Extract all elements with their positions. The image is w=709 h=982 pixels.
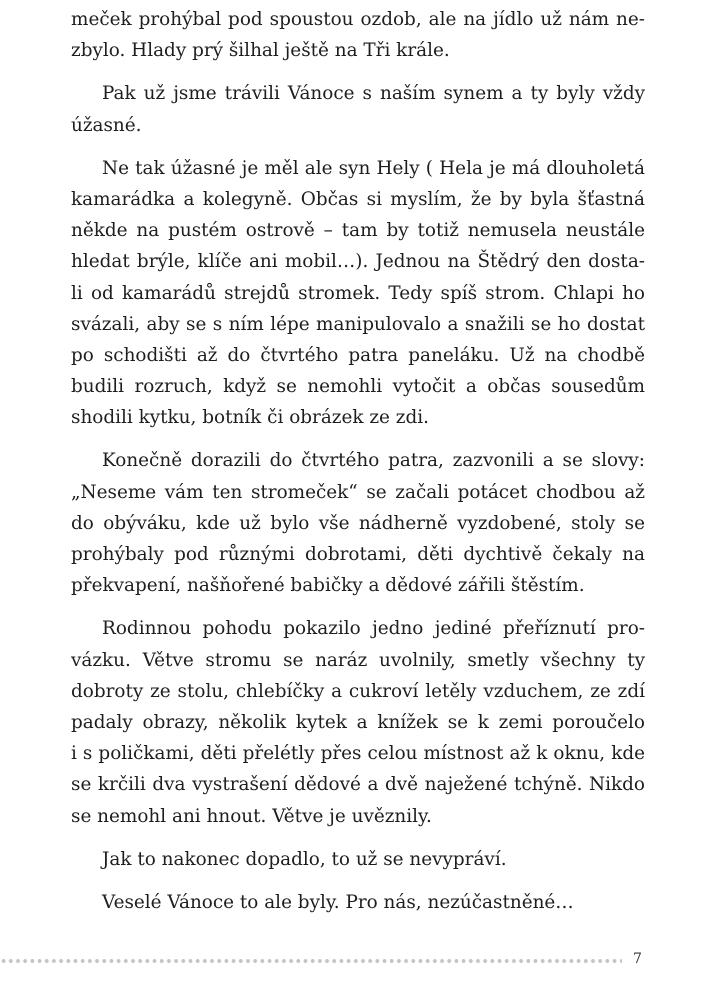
paragraph: [71, 78, 645, 140]
dotted-footer-rule: [0, 958, 622, 964]
paragraph-gap: [71, 875, 645, 887]
text-line: Konečně dorazili do čtvrtého patra, zazvonili a se slovy:: [102, 450, 645, 472]
text-line: po schodišti až do čtvrtého patra paneláku. Už na chodbě: [71, 344, 645, 366]
text-line: padaly obrazy, několik kytek a knížek se k zemi poroučelo: [71, 711, 645, 733]
text-line: „Neseme vám ten stromeček“ se začali potácet chodbou až: [71, 481, 645, 503]
text-line: Rodinnou pohodu pokazilo jedno jediné přeříznutí pro-: [102, 618, 645, 640]
paragraph-gap: [71, 433, 645, 445]
paragraph: [71, 153, 645, 434]
text-line: do obýváku, kde už bylo vše nádherně vyzdobené, stoly se: [71, 512, 645, 534]
text-line: hledat brýle, klíče ani mobil…). Jednou na Štědrý den dosta-: [71, 251, 645, 273]
text-line: dobroty ze stolu, chlebíčky a cukroví letěly vzduchem, ze zdí: [71, 680, 645, 702]
text-line: úžasné.: [71, 114, 142, 136]
paragraph-gap: [71, 66, 645, 78]
text-line: zbylo. Hlady prý šilhal ještě na Tři krále.: [71, 40, 450, 62]
paragraph: [71, 445, 645, 601]
text-line: prohýbaly pod různými dobrotami, děti dychtivě čekaly na: [71, 544, 645, 565]
text-line: meček prohýbal pod spoustou ozdob, ale na jídlo už nám ne-: [71, 9, 645, 30]
paragraph: [71, 613, 645, 831]
text-line: Ne tak úžasné je měl ale syn Hely ( Hela je má dlouholetá: [102, 157, 645, 179]
paragraph-gap: [71, 141, 645, 153]
text-line: někde na pustém ostrově – tam by totiž nemusela neustále: [71, 220, 645, 242]
paragraph-gap: [71, 832, 645, 844]
text-line: budili rozruch, když se nemohli vytočit a občas sousedům: [71, 376, 645, 398]
text-line: vázku. Větve stromu se naráz uvolnily, smetly všechny ty: [71, 649, 645, 671]
text-line: kamarádka a kolegyně. Občas si myslím, že by byla šťastná: [71, 188, 645, 210]
text-line: li od kamarádů strejdů stromek. Tedy spíš strom. Chlapi ho: [71, 282, 645, 304]
paragraph-gap: [71, 601, 645, 613]
page-number: 7: [633, 951, 642, 967]
paragraph: [71, 4, 645, 66]
text-line: Veselé Vánoce to ale byly. Pro nás, nezúčastněné…: [102, 891, 574, 913]
body-text: [71, 4, 645, 918]
text-line: Jak to nakonec dopadlo, to už se nevypráví.: [102, 848, 507, 870]
text-line: překvapení, našňořené babičky a dědové zářili štěstím.: [71, 575, 585, 597]
text-line: i s poličkami, děti přelétly přes celou místnost až k oknu, kde: [71, 743, 645, 765]
text-line: se nemohl ani hnout. Větve je uvěznily.: [71, 805, 432, 827]
paragraph: [71, 844, 645, 875]
text-line: se krčili dva vystrašení dědové a dvě naježené tchýně. Nikdo: [71, 774, 645, 796]
paragraph: [71, 887, 645, 918]
text-line: shodili kytku, botník či obrázek ze zdi.: [71, 407, 429, 429]
text-line: svázali, aby se s ním lépe manipulovalo a snažili se ho dostat: [71, 313, 645, 335]
text-line: Pak už jsme trávili Vánoce s naším synem a ty byly vždy: [102, 83, 645, 105]
